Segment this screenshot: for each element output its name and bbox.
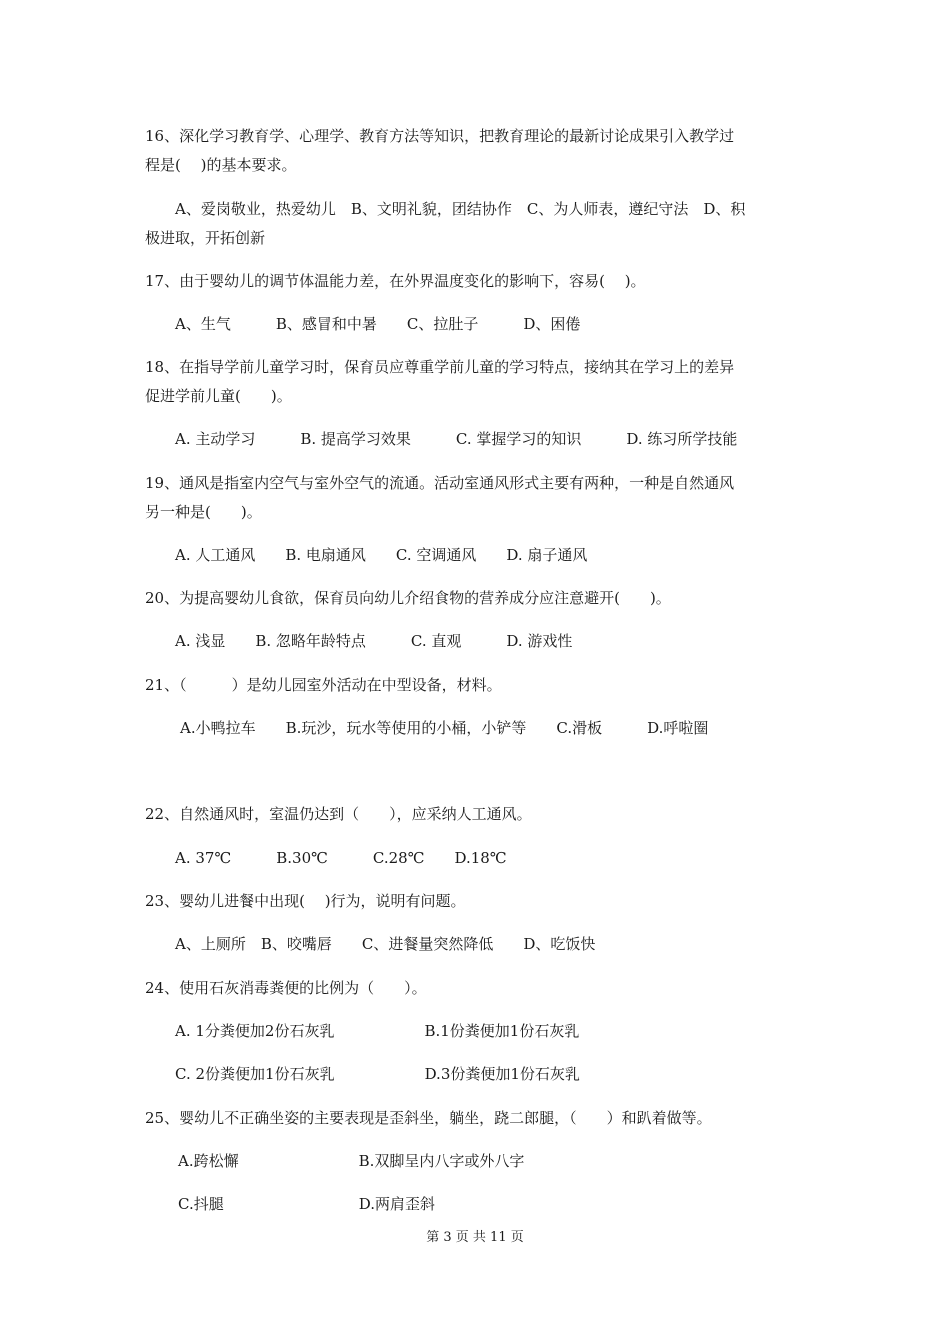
question-19-stem-line-1: 19、通风是指室内空气与室外空气的流通。活动室通风形式主要有两种，一种是自然通风	[145, 474, 735, 492]
question-22-stem: 22、自然通风时，室温仍达到（ ），应采纳人工通风。	[145, 805, 532, 823]
question-19-options: A. 人工通风 B. 电扇通风 C. 空调通风 D. 扇子通风	[175, 546, 588, 564]
question-17-stem: 17、由于婴幼儿的调节体温能力差，在外界温度变化的影响下，容易( )。	[145, 272, 646, 290]
question-25-stem: 25、婴幼儿不正确坐姿的主要表现是歪斜坐，躺坐，跷二郎腿，（ ）和趴着做等。	[145, 1109, 712, 1127]
question-20-options: A. 浅显 B. 忽略年龄特点 C. 直观 D. 游戏性	[175, 632, 573, 650]
question-18-stem-line-2: 促进学前儿童( )。	[145, 387, 292, 405]
question-25-options-line-1: A.跨松懈 B.双脚呈内八字或外八字	[178, 1152, 525, 1170]
question-17-options: A、生气 B、感冒和中暑 C、拉肚子 D、困倦	[175, 315, 581, 333]
question-16-stem-line-1: 16、深化学习教育学、心理学、教育方法等知识，把教育理论的最新讨论成果引入教学过	[145, 127, 735, 145]
question-24-options-line-1: A. 1分粪便加2份石灰乳 B.1份粪便加1份石灰乳	[175, 1022, 580, 1040]
question-25-options-line-2: C.抖腿 D.两肩歪斜	[178, 1195, 435, 1213]
question-16-options-continuation: 极进取，开拓创新	[145, 229, 266, 247]
question-24-options-line-2: C. 2份粪便加1份石灰乳 D.3份粪便加1份石灰乳	[175, 1065, 580, 1083]
question-23-stem: 23、婴幼儿进餐中出现( )行为，说明有问题。	[145, 892, 466, 910]
question-23-options: A、上厕所 B、咬嘴唇 C、进餐量突然降低 D、吃饭快	[175, 935, 596, 953]
question-16-stem-line-2: 程是( )的基本要求。	[145, 156, 297, 174]
question-22-options: A. 37℃ B.30℃ C.28℃ D.18℃	[175, 849, 507, 867]
question-21-stem: 21、（ ）是幼儿园室外活动在中型设备，材料。	[145, 676, 502, 694]
question-24-stem: 24、使用石灰消毒粪便的比例为（ ）。	[145, 979, 427, 997]
question-16-options: A、爱岗敬业，热爱幼儿 B、文明礼貌，团结协作 C、为人师表，遵纪守法 D、积	[175, 200, 746, 218]
question-18-stem-line-1: 18、在指导学前儿童学习时，保育员应尊重学前儿童的学习特点，接纳其在学习上的差异	[145, 358, 735, 376]
question-19-stem-line-2: 另一种是( )。	[145, 503, 262, 521]
question-20-stem: 20、为提高婴幼儿食欲，保育员向幼儿介绍食物的营养成分应注意避开( )。	[145, 589, 671, 607]
question-21-options: A.小鸭拉车 B.玩沙，玩水等使用的小桶，小铲等 C.滑板 D.呼啦圈	[180, 719, 709, 737]
page-number: 第 3 页 共 11 页	[426, 1230, 524, 1245]
question-18-options: A. 主动学习 B. 提高学习效果 C. 掌握学习的知识 D. 练习所学技能	[175, 430, 738, 448]
